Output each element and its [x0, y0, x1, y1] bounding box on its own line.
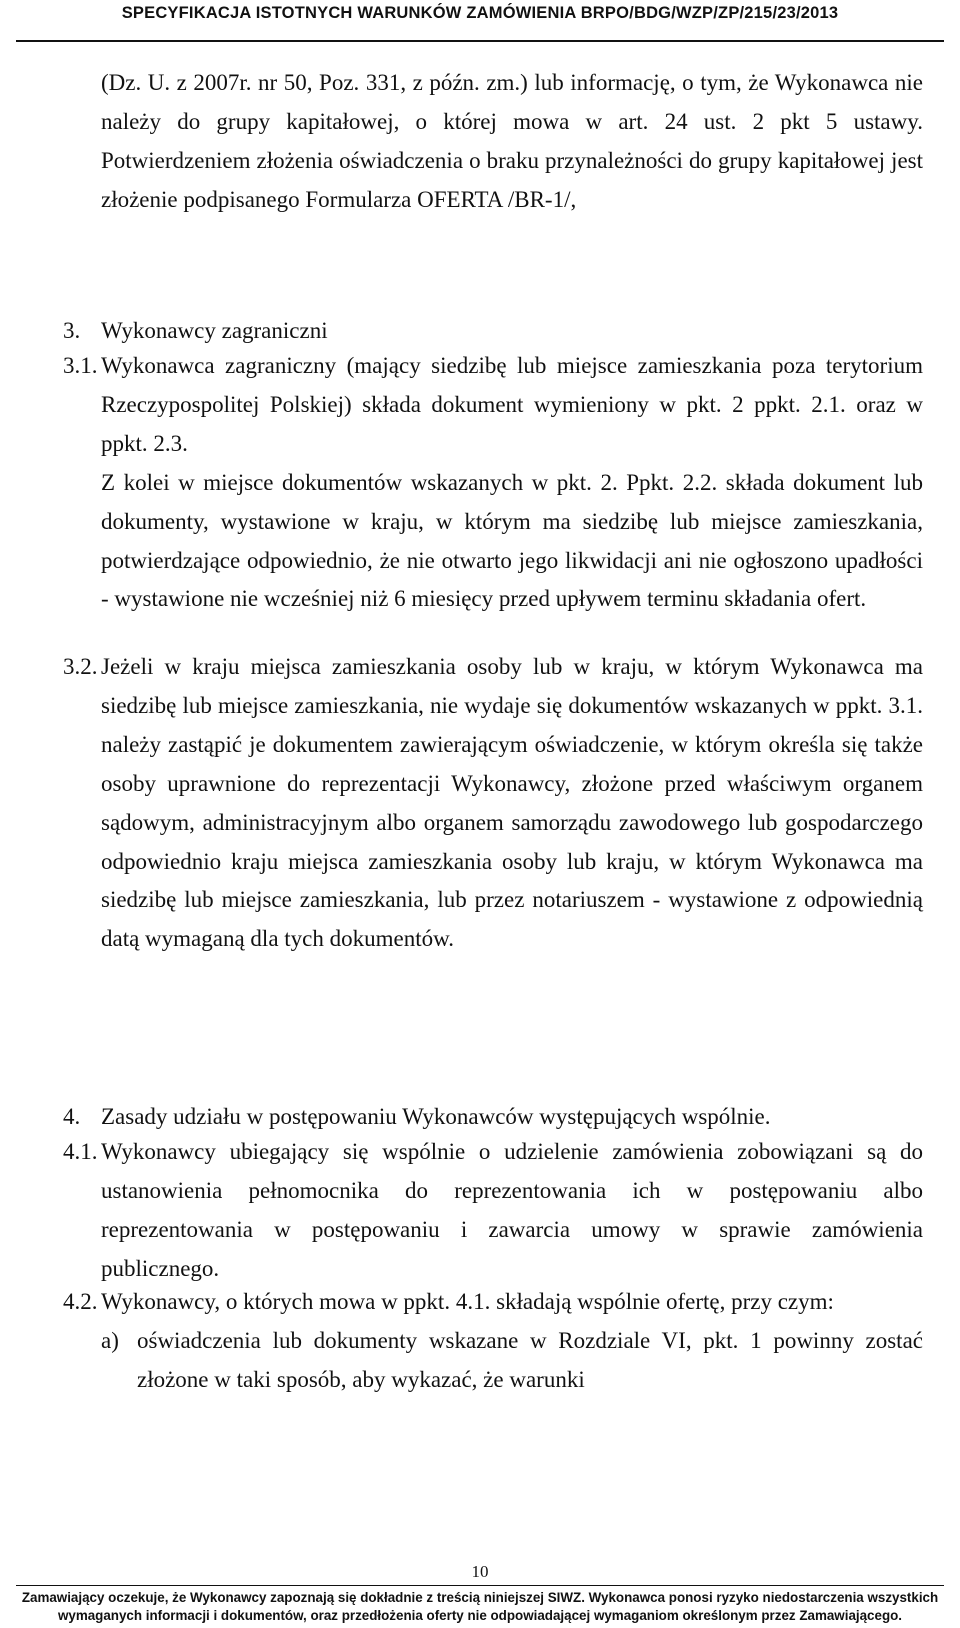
section-4-title: Zasady udziału w postępowaniu Wykonawców występujących wspólnie.	[101, 1104, 771, 1129]
item-4-1	[63, 1133, 923, 1289]
page-header: SPECYFIKACJA ISTOTNYCH WARUNKÓW ZAMÓWIENIA BRPO/BDG/WZP/ZP/215/23/2013	[121, 4, 839, 22]
item-4-2-sub-a	[101, 1322, 923, 1400]
item-3-1-text-a: Wykonawca zagraniczny (mający siedzibę lub miejsce zamieszkania poza terytorium Rzeczypospolitej Polskiej) składa dokument wymieniony w pkt. 2 ppkt. 2.1. oraz w ppkt. 2.3.	[101, 353, 923, 456]
item-4-2	[63, 1283, 923, 1400]
section-4-number: 4.	[63, 1104, 81, 1129]
item-4-2-text: Wykonawcy, o których mowa w ppkt. 4.1. składają wspólnie ofertę, przy czym:	[101, 1289, 834, 1314]
page-number: 10	[471, 1562, 489, 1581]
header-divider	[16, 40, 944, 42]
item-3-1	[63, 347, 923, 619]
item-3-1-number: 3.1.	[63, 353, 98, 378]
item-3-2-text: Jeżeli w kraju miejsca zamieszkania osoby lub w kraju, w którym Wykonawca ma siedzibę lub miejsce zamieszkania, nie wydaje się dokumentów wskazanych w ppkt. 3.1. należy zastąpić je dokumentem zawierającym oświadczenie, w którym określa się także osoby uprawnione do reprezentacji Wykonawcy, złożone przed właściwym organem sądowym, administracyjnym albo organem samorządu zawodowego lub gospodarczego odpowiednio kraju miejsca zamieszkania osoby lub kraju, w którym Wykonawca ma siedzibę lub miejsce zamieszkania, lub przez notariuszem - wystawione z odpowiednią datą wymaganą dla tych dokumentów.	[101, 654, 923, 952]
item-3-2	[63, 648, 923, 959]
section-3-heading	[63, 312, 923, 351]
item-4-1-number: 4.1.	[63, 1139, 98, 1164]
item-4-2-sub-a-text: oświadczenia lub dokumenty wskazane w Rozdziale VI, pkt. 1 powinny zostać złożone w taki sposób, aby wykazać, że warunki	[137, 1327, 923, 1392]
item-3-1-text-b: Z kolei w miejsce dokumentów wskazanych w pkt. 2. Ppkt. 2.2. składa dokument lub dokumenty, wystawione w kraju, w którym ma siedzibę lub miejsce zamieszkania, potwierdzające odpowiednio, że nie otwarto jego likwidacji ani nie ogłoszono upadłości - wystawione nie wcześniej niż 6 miesięcy przed upływem terminu składania ofert.	[101, 469, 923, 612]
section-4-heading	[63, 1098, 923, 1137]
item-4-2-number: 4.2.	[63, 1289, 98, 1314]
footer-divider	[16, 1585, 944, 1586]
section-3-title: Wykonawcy zagraniczni	[101, 318, 328, 343]
footer-disclaimer: Zamawiający oczekuje, że Wykonawcy zapoznają się dokładnie z treścią niniejszej SIWZ. Wykonawca ponosi ryzyko niedostarczenia wszystkich wymaganych informacji i dokumentów, oraz przedłożenia oferty nie odpowiadającej wymaganiom określonym przez Zamawiającego.	[21, 1590, 939, 1623]
item-4-2-sub-a-label: a)	[101, 1327, 119, 1353]
continuation-paragraph: (Dz. U. z 2007r. nr 50, Poz. 331, z późn. zm.) lub informację, o tym, że Wykonawca nie należy do grupy kapitałowej, o której mowa w art. 24 ust. 2 pkt 5 ustawy. Potwierdzeniem złożenia oświadczenia o braku przynależności do grupy kapitałowej jest złożenie podpisanego Formularza OFERTA /BR-1/,	[101, 70, 923, 212]
section-3-number: 3.	[63, 318, 81, 343]
item-3-2-number: 3.2.	[63, 654, 98, 679]
item-4-1-text: Wykonawcy ubiegający się wspólnie o udzielenie zamówienia zobowiązani są do ustanowienia pełnomocnika do reprezentowania ich w postępowaniu albo reprezentowania w postępowaniu i zawarcia umowy w sprawie zamówienia publicznego.	[101, 1139, 923, 1281]
